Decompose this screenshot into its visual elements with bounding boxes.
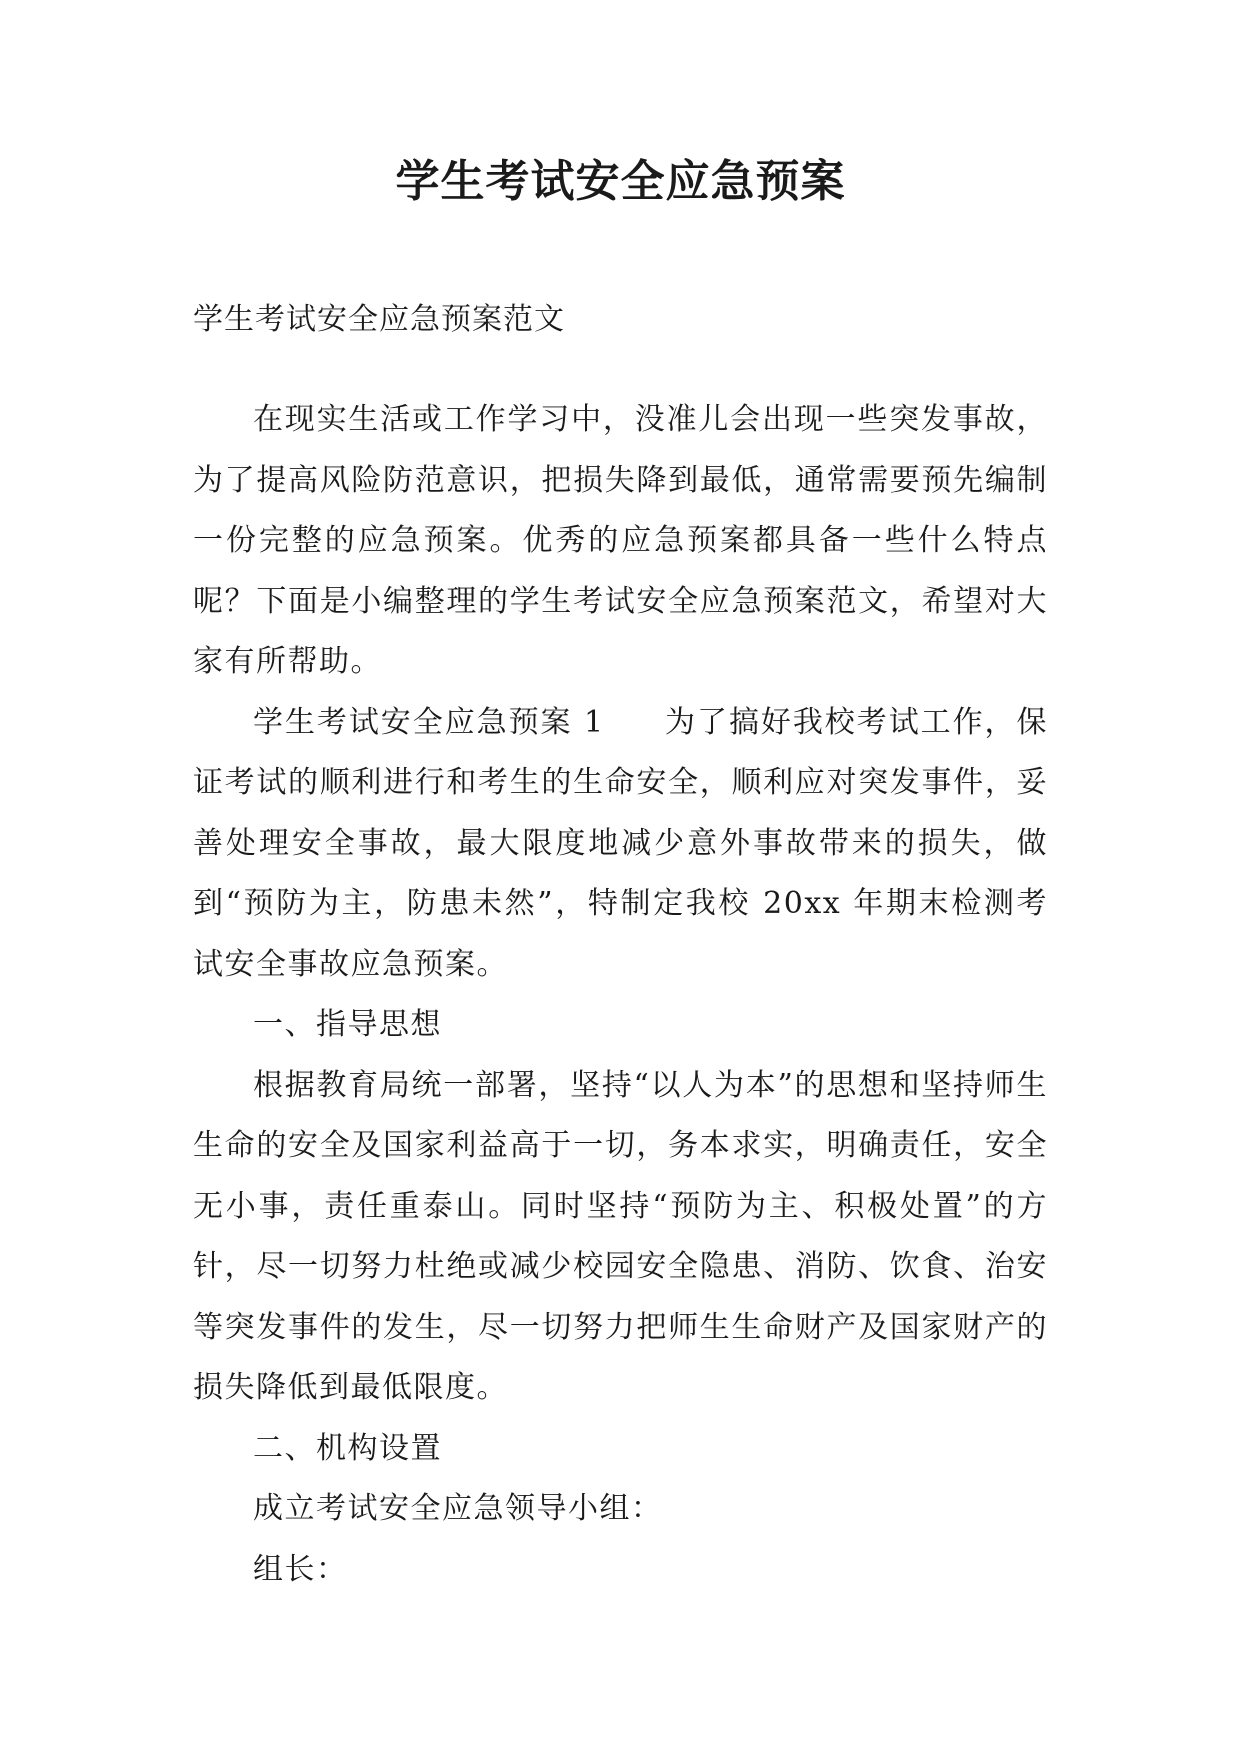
plan1-paragraph	[193, 693, 1048, 996]
section2-heading: 二、机构设置	[253, 1430, 442, 1466]
plan1-heading: 学生考试安全应急预案 1	[253, 704, 605, 740]
plan1-body: 为了搞好我校考试工作，保证考试的顺利进行和考生的生命安全，顺利应对突发事件，妥善处理安全事故，最大限度地减少意外事故带来的损失，做到“预防为主，防患未然”，特制定我校 20xx 年期末检测考试安全事故应急预案。	[193, 704, 1049, 982]
section2-line-2: 组长：	[253, 1551, 348, 1587]
section1-paragraph: 根据教育局统一部署，坚持“以人为本”的思想和坚持师生生命的安全及国家利益高于一切，务本求实，明确责任，安全无小事，责任重泰山。同时坚持“预防为主、积极处置”的方针，尽一切努力杜绝或减少校园安全隐患、消防、饮食、治安等突发事件的发生，尽一切努力把师生生命财产及国家财产的损失降低到最低限度。	[193, 1067, 1048, 1405]
document-title: 学生考试安全应急预案	[395, 156, 846, 207]
document-subtitle: 学生考试安全应急预案范文	[193, 302, 565, 337]
section1-heading: 一、指导思想	[253, 1007, 442, 1042]
section2-line-1: 成立考试安全应急领导小组：	[253, 1491, 663, 1526]
intro-paragraph: 在现实生活或工作学习中，没准儿会出现一些突发事故，为了提高风险防范意识，把损失降到最低，通常需要预先编制一份完整的应急预案。优秀的应急预案都具备一些什么特点呢？下面是小编整理的学生考试安全应急预案范文，希望对大家有所帮助。	[193, 402, 1048, 679]
document-body	[193, 290, 1048, 1600]
